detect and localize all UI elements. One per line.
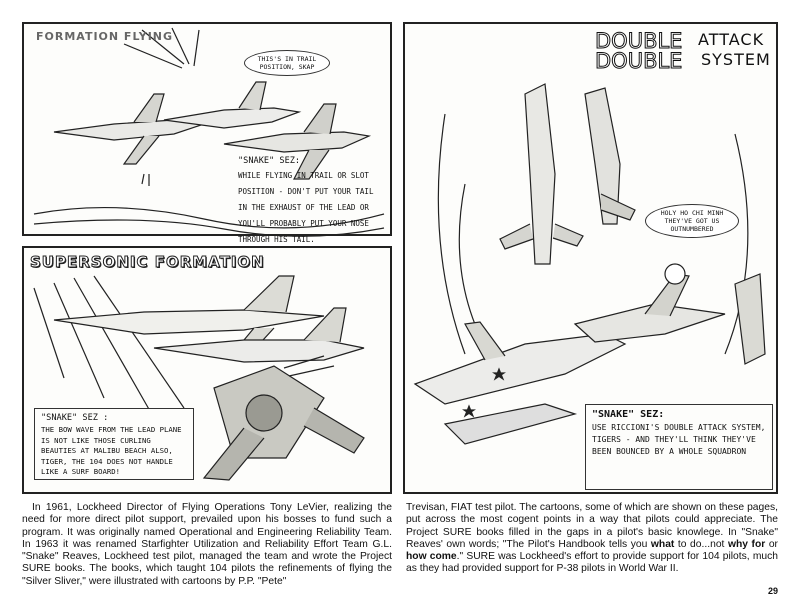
- snake-sez-box: [585, 404, 773, 490]
- sez-label: "SNAKE" SEZ:: [238, 156, 301, 166]
- col2-bold-what: what: [650, 538, 675, 550]
- panel-title: SUPERSONIC FORMATION: [30, 253, 265, 271]
- snake-sez-box: [34, 408, 194, 480]
- title-attack: ATTACK: [698, 30, 765, 49]
- sez-label: "SNAKE" SEZ :: [41, 413, 109, 423]
- sez-text: USE RICCIONI'S DOUBLE ATTACK SYSTEM, TIGERS - AND THEY'LL THINK THEY'VE BEEN BOUNCED BY A WHOLE SQUADRON: [592, 423, 766, 456]
- body-text-left-column: In 1961, Lockheed Director of Flying Operations Tony LeVier, realizing the need for more direct pilot support, prevailed upon his bosses to fund such a program. It was originally named Operational and Engineering Reliability Team. In 1963 it was renamed Starfighter Utilization and Reliability Effort Team G.L. "Snake" Reaves, Lockheed test pilot, managed the team and wrote the Project SURE books. The books, which taught 104 pilots the refinements of flying the "Silver Sliver," were illustrated with cartoons by P.P. "Pete": [22, 502, 392, 587]
- col2-bold-how-come: how come: [406, 551, 457, 563]
- cartoon-panel-double-attack: [403, 22, 778, 494]
- col2-part-c: to do...not: [674, 538, 728, 550]
- panel-title: FORMATION FLYING: [36, 30, 174, 43]
- body-text-right-column: [406, 502, 778, 576]
- speech-bubble: HOLY HO CHI MINH THEY'VE GOT US OUTNUMBERED: [645, 204, 739, 238]
- col2-part-d: or: [765, 538, 778, 550]
- sez-label: "SNAKE" SEZ:: [592, 409, 665, 420]
- cartoon-panel-formation-flying: [22, 22, 392, 244]
- sez-text: WHILE FLYING IN TRAIL OR SLOT POSITION - DON'T PUT YOUR TAIL IN THE EXHAUST OF THE LEAD OR YOU'LL PROBABLY PUT YOUR NOSE THROUGH HIS TAIL.: [238, 171, 374, 244]
- page-number: 29: [767, 586, 778, 596]
- speech-bubble: THIS'S IN TRAIL POSITION, SKAP: [244, 50, 330, 76]
- col2-bold-why-for: why for: [727, 538, 766, 550]
- sez-text: THE BOW WAVE FROM THE LEAD PLANE IS NOT LIKE THOSE CURLING BEAUTIES AT MALIBU BEACH ALSO, TIGER, THE 104 DOES NOT HANDLE LIKE A SURF BOARD!: [41, 425, 182, 476]
- title-double-outline: DOUBLE: [595, 29, 683, 53]
- col2-part-e: ." SURE was Lockheed's effort to provide support for 104 pilots, much as they had provided support for P-38 pilots in World War II.: [406, 551, 778, 575]
- title-double-outline-2: DOUBLE: [595, 49, 683, 73]
- col2-part-a: Trevisan, FIAT test pilot. The cartoons, some of which are shown on these pages, put across the most cogent points in a way that pilots could appreciate. The Project SURE books filled in the gaps in a pilot's basic knowlege. In "Snake" Reaves' own words; "The Pilot's Handbook tells you: [406, 502, 778, 550]
- double-attack-title: [593, 28, 779, 72]
- snake-sez-box: [232, 152, 388, 244]
- cartoon-panel-supersonic-formation: [22, 246, 392, 494]
- title-system: SYSTEM: [701, 50, 771, 69]
